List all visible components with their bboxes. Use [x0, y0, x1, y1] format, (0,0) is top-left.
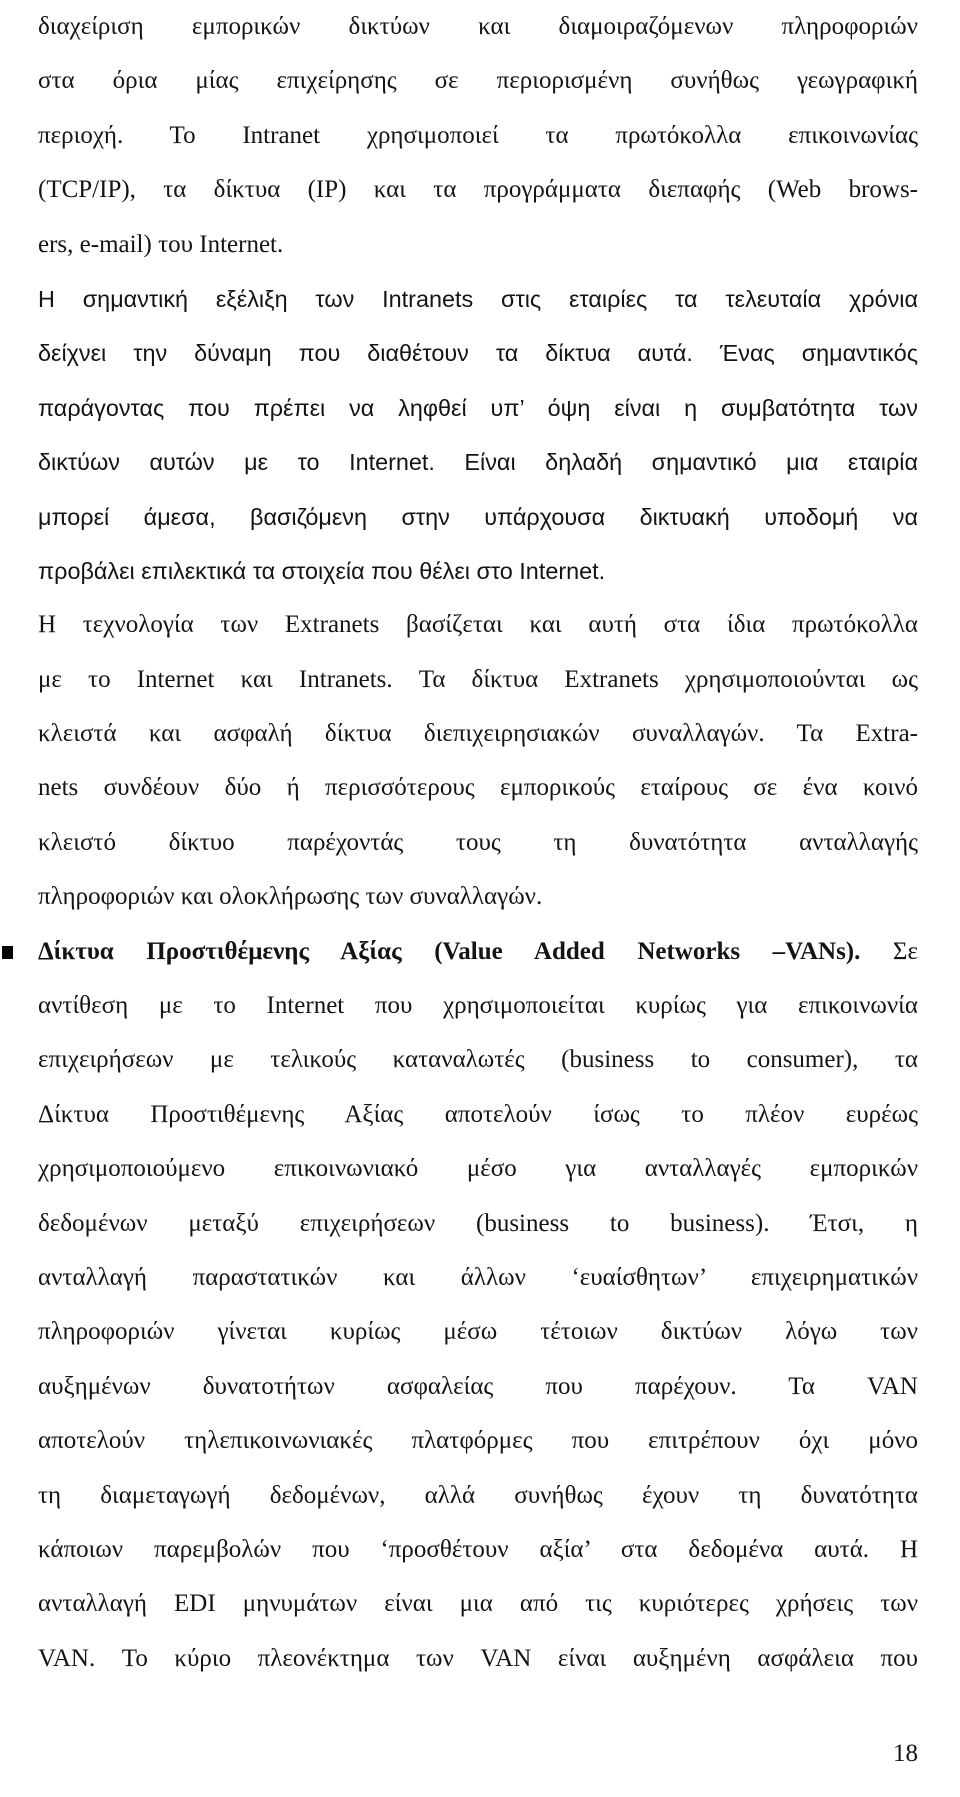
text-line: Η σημαντική εξέλιξη των Intranets στις εταιρίες τα τελευταία χρόνια — [38, 285, 918, 312]
text-line: VAN. Το κύριο πλεονέκτημα των VAN είναι αυξημένη ασφάλεια που — [38, 1644, 918, 1672]
text-line: τη διαμεταγωγή δεδομένων, αλλά συνήθως έχουν τη δυνατότητα — [38, 1481, 918, 1509]
text-line: δείχνει την δύναμη που διαθέτουν τα δίκτυα αυτά. Ένας σημαντικός — [38, 340, 918, 367]
page-number: 18 — [893, 1740, 918, 1767]
text-line: χρησιμοποιούμενο επικοινωνιακό μέσο για ανταλλαγές εμπορικών — [38, 1155, 918, 1183]
paragraph-intranet — [38, 0, 918, 272]
text-line: διαχείριση εμπορικών δικτύων και διαμοιραζόμενων πληροφοριών — [38, 13, 918, 40]
text-line: στα όρια μίας επιχείρησης σε περιορισμένη συνήθως γεωγραφική — [38, 67, 918, 95]
text-line: αποτελούν τηλεπικοινωνιακές πλατφόρμες που επιτρέπουν όχι μόνο — [38, 1427, 918, 1455]
section-vans — [38, 925, 918, 1686]
text-line: αντίθεση με το Internet που χρησιμοποιείται κυρίως για επικοινωνία — [38, 992, 918, 1020]
text-line: πληροφοριών γίνεται κυρίως μέσω τέτοιων δικτύων λόγω των — [38, 1318, 918, 1346]
text-line: ανταλλαγή παραστατικών και άλλων ‘ευαίσθητων’ επιχειρηματικών — [38, 1263, 918, 1291]
text-line: δικτύων αυτών με το Internet. Είναι δηλαδή σημαντικό μια εταιρία — [38, 449, 918, 476]
text-line: δεδομένων μεταξύ επιχειρήσεων (business to business). Έτσι, η — [38, 1209, 918, 1237]
square-bullet-icon — [2, 946, 13, 959]
heading-continuation: Σε — [860, 937, 918, 965]
text-line: κλειστό δίκτυο παρέχοντάς τους τη δυνατότητα ανταλλαγής — [38, 828, 918, 856]
text-line: επιχειρήσεων με τελικούς καταναλωτές (business to consumer), τα — [38, 1046, 918, 1074]
section-heading-line — [38, 925, 918, 979]
text-line: αυξημένων δυνατοτήτων ασφαλείας που παρέχουν. Τα VAN — [38, 1372, 918, 1400]
text-line: nets συνδέουν δύο ή περισσότερους εμπορικούς εταίρους σε ένα κοινό — [38, 774, 918, 802]
text-line: (TCP/IP), τα δίκτυα (IP) και τα προγράμματα διεπαφής (Web brows- — [38, 176, 918, 204]
text-line: κλειστά και ασφαλή δίκτυα διεπιχειρησιακών συναλλαγών. Τα Extra- — [38, 720, 918, 748]
text-line: ers, e-mail) του Internet. — [38, 230, 284, 258]
text-line: πληροφοριών και ολοκλήρωσης των συναλλαγών. — [38, 883, 543, 911]
document-page — [38, 0, 918, 1686]
section-heading: Δίκτυα Προστιθέμενης Αξίας (Value Added Networks –VANs). — [38, 937, 861, 965]
text-line: Η τεχνολογία των Extranets βασίζεται και αυτή στα ίδια πρωτόκολλα — [38, 611, 918, 639]
text-line: περιοχή. Το Intranet χρησιμοποιεί τα πρωτόκολλα επικοινωνίας — [38, 121, 918, 149]
text-line: κάποιων παρεμβολών που ‘προσθέτουν αξία’ στα δεδομένα αυτά. Η — [38, 1535, 918, 1563]
text-line: μπορεί άμεσα, βασιζόμενη στην υπάρχουσα δικτυακή υποδομή να — [38, 503, 918, 530]
text-line: Δίκτυα Προστιθέμενης Αξίας αποτελούν ίσως το πλέον ευρέως — [38, 1100, 918, 1128]
text-line: προβάλει επιλεκτικά τα στοιχεία που θέλει στο Internet. — [38, 557, 606, 584]
text-line: παράγοντας που πρέπει να ληφθεί υπ’ όψη είναι η συμβατότητα των — [38, 394, 918, 421]
text-line: ανταλλαγή EDI μηνυμάτων είναι μια από τις κυριότερες χρήσεις των — [38, 1590, 918, 1618]
paragraph-extranets — [38, 598, 918, 924]
paragraph-intranets-evolution — [38, 272, 918, 598]
text-line: με το Internet και Intranets. Τα δίκτυα Extranets χρησιμοποιούνται ως — [38, 665, 918, 693]
